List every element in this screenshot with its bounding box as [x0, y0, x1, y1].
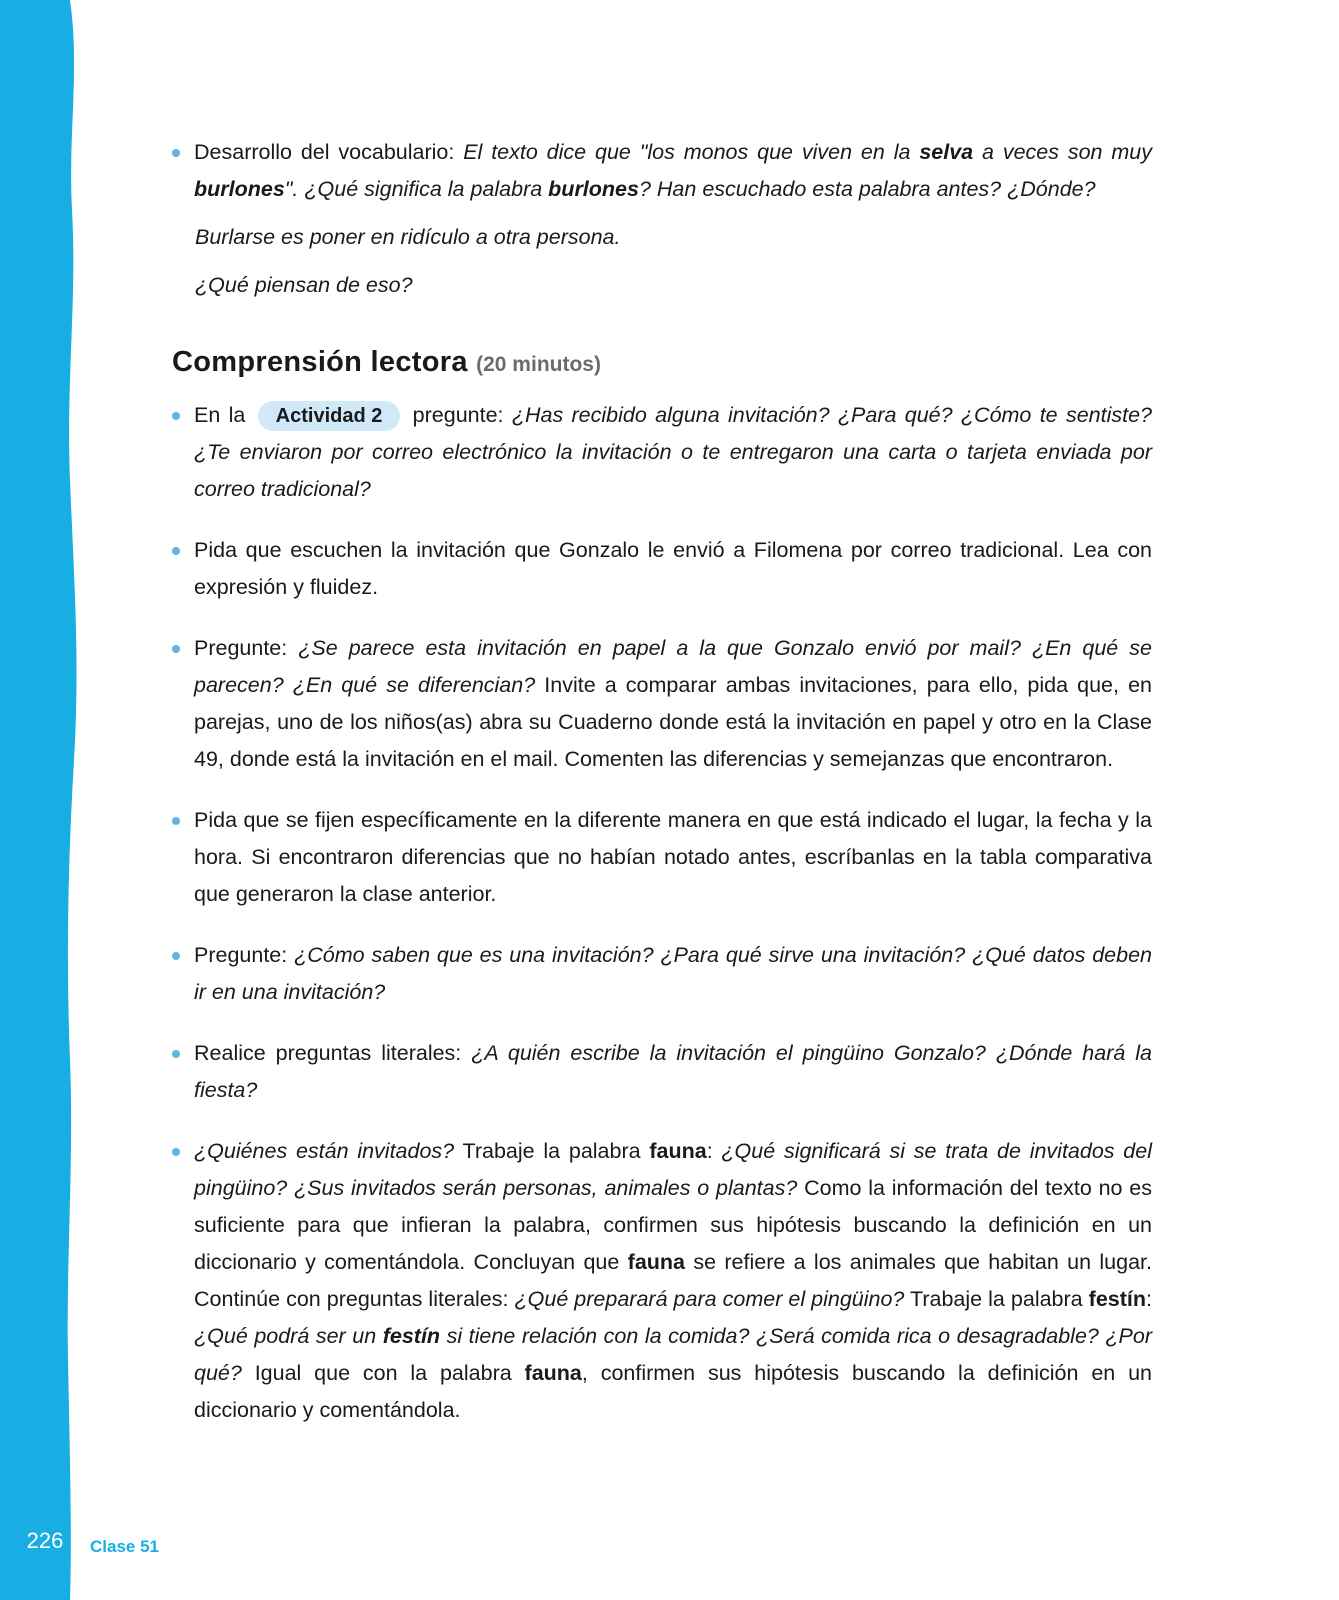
item-question: ¿Qué preparará para comer el pingüino? [514, 1287, 905, 1311]
word-festin: festín [382, 1324, 441, 1348]
item-question: ¿Qué significará si se trata de invitados del pingüino? ¿Sus invitados serán personas, animales o plantas? [194, 1139, 1152, 1200]
item-text: Pregunte: [194, 636, 299, 660]
vocabulary-question-4: ? Han escuchado esta palabra antes? ¿Dónde? [638, 177, 1096, 201]
item-question: ¿Cómo saben que es una invitación? ¿Para qué sirve una invitación? ¿Qué datos deben ir en una invitación? [194, 943, 1152, 1004]
wavy-margin-decoration [0, 0, 110, 1600]
item-text: Trabaje la palabra [904, 1287, 1089, 1311]
side-band [0, 0, 110, 1600]
item-text: Realice preguntas literales: [194, 1041, 472, 1065]
vocabulary-question-1: El texto dice que "los monos que viven en la [463, 140, 920, 164]
wavy-band-shape [0, 0, 77, 1600]
item-text: En la [194, 403, 254, 427]
item-text: : [1146, 1287, 1152, 1311]
item-text: Pida que se fijen específicamente en la diferente manera en que está indicado el lugar, la fecha y la hora. Si encontraron diferencias que no habían notado antes, escríbanlas en la tabla comparativa que generaron la clase anterior. [194, 808, 1152, 906]
item-question: ¿Has recibido alguna invitación? ¿Para qué? ¿Cómo te sentiste? ¿Te enviaron por correo electrónico la invitación o te entregaron una carta o tarjeta enviada por correo tradicional? [194, 403, 1152, 501]
item-question: ¿Qué podrá ser un [194, 1324, 383, 1348]
section-title: Comprensión lectora [172, 346, 468, 378]
list-item [172, 532, 1152, 606]
page-number: 226 [26, 1528, 64, 1553]
word-fauna: fauna [627, 1250, 686, 1274]
vocabulary-question-3: ". ¿Qué significa la palabra [284, 177, 549, 201]
section-heading [172, 346, 1152, 379]
item-text: Igual que con la palabra [241, 1361, 525, 1385]
list-item [172, 937, 1152, 1011]
word-selva: selva [919, 140, 974, 164]
list-item [172, 1133, 1152, 1429]
item-text: se refiere a los animales que habitan un lugar. Continúe con preguntas literales: [194, 1250, 1152, 1311]
item-question: ¿Se parece esta invitación en papel a la que Gonzalo envió por mail? ¿En qué se parecen? ¿En qué se diferencian? [194, 636, 1152, 697]
page-content [172, 134, 1152, 1429]
item-text: Pida que escuchen la invitación que Gonzalo le envió a Filomena por correo tradicional. Lea con expresión y fluidez. [194, 538, 1152, 599]
word-fauna: fauna [649, 1139, 707, 1163]
section-duration: (20 minutos) [476, 353, 601, 376]
list-item [172, 1035, 1152, 1109]
item-text: pregunte: [404, 403, 512, 427]
vocabulary-list [172, 134, 1152, 208]
item-text: : [706, 1139, 722, 1163]
word-burlones-2: burlones [548, 177, 639, 201]
comprehension-list [172, 397, 1152, 1429]
word-burlones: burlones [194, 177, 285, 201]
item-text: Como la información del texto no es suficiente para que infieran la palabra, confirmen sus hipótesis buscando la definición en un diccionario y comentándola. Concluyan que [194, 1176, 1152, 1274]
word-festin: festín [1088, 1287, 1147, 1311]
vocabulary-label: Desarrollo del vocabulario: [194, 140, 464, 164]
vocabulary-question-2: a veces son muy [973, 140, 1153, 164]
item-text: Invite a comparar ambas invitaciones, para ello, pida que, en parejas, uno de los niños(as) abra su Cuaderno donde está la invitación en papel y otro en la Clase 49, donde está la invitación en el mail. Comenten las diferencias y semejanzas que encontraron. [194, 673, 1152, 771]
word-fauna: fauna [524, 1361, 582, 1385]
item-text: Pregunte: [194, 943, 295, 967]
item-text: Trabaje la palabra [454, 1139, 650, 1163]
vocabulary-followup: ¿Qué piensan de eso? [195, 273, 413, 297]
list-item [172, 397, 1152, 508]
vocabulary-item [172, 134, 1152, 208]
list-item [172, 802, 1152, 913]
item-question: ¿Quiénes están invitados? [194, 1139, 455, 1163]
list-item [172, 630, 1152, 778]
item-text: , confirmen sus hipótesis buscando la definición en un diccionario y comentándola. [194, 1361, 1152, 1422]
activity-badge: Actividad 2 [258, 401, 401, 431]
vocabulary-definition: Burlarse es poner en ridículo a otra persona. [195, 225, 621, 249]
item-question: si tiene relación con la comida? ¿Será comida rica o desagradable? ¿Por qué? [194, 1324, 1152, 1385]
item-question: ¿A quién escribe la invitación el pingüino Gonzalo? ¿Dónde hará la fiesta? [194, 1041, 1152, 1102]
class-label: Clase 51 [90, 1537, 159, 1556]
